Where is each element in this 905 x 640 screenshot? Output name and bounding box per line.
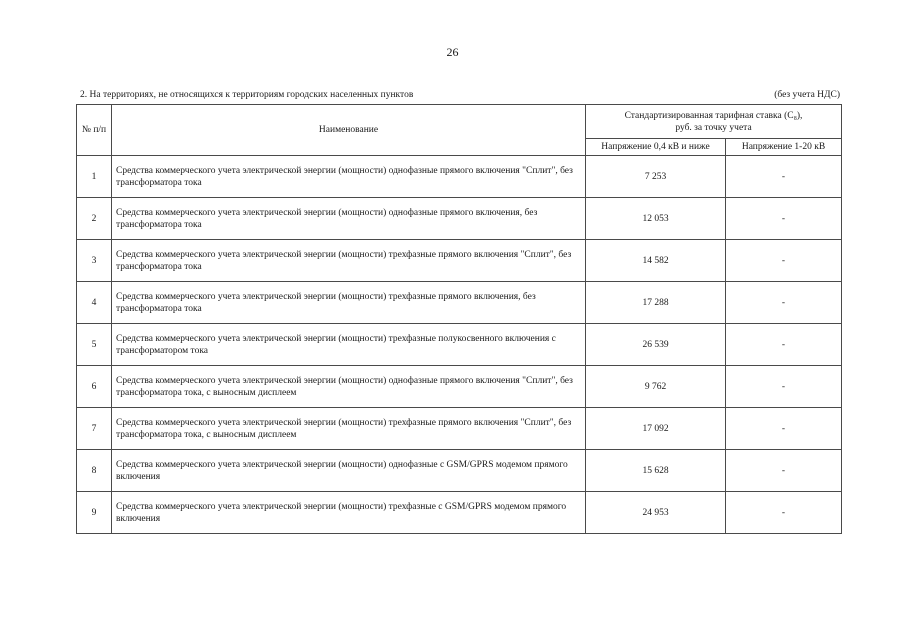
row-number-cell: 2 xyxy=(77,198,112,240)
table-row xyxy=(77,240,842,282)
row-rate-low-voltage-cell: 17 288 xyxy=(586,282,726,324)
table-row xyxy=(77,282,842,324)
row-rate-mid-voltage-cell: - xyxy=(726,450,842,492)
row-name-cell: Средства коммерческого учета электрической энергии (мощности) однофазные прямого включения "Сплит", без трансформатора тока xyxy=(112,156,586,198)
header-voltage-low: Напряжение 0,4 кВ и ниже xyxy=(586,139,726,156)
row-rate-low-voltage-cell: 24 953 xyxy=(586,492,726,534)
row-rate-low-voltage-cell: 15 628 xyxy=(586,450,726,492)
row-name-cell: Средства коммерческого учета электрической энергии (мощности) трехфазные прямого включения "Сплит", без трансформатора тока xyxy=(112,240,586,282)
table-row xyxy=(77,198,842,240)
table-row xyxy=(77,156,842,198)
table-row xyxy=(77,408,842,450)
header-rate xyxy=(586,105,842,139)
caption-territory: 2. На территориях, не относящихся к территориям городских населенных пунктов xyxy=(80,90,414,100)
row-rate-low-voltage-cell: 12 053 xyxy=(586,198,726,240)
row-rate-mid-voltage-cell: - xyxy=(726,408,842,450)
header-voltage-mid: Напряжение 1-20 кВ xyxy=(726,139,842,156)
row-number-cell: 3 xyxy=(77,240,112,282)
row-name-cell: Средства коммерческого учета электрической энергии (мощности) трехфазные с GSM/GPRS модемом прямого включения xyxy=(112,492,586,534)
row-number-cell: 1 xyxy=(77,156,112,198)
table-caption xyxy=(80,90,840,100)
tariff-table xyxy=(76,104,842,534)
caption-vat-note: (без учета НДС) xyxy=(774,90,840,100)
table-body xyxy=(77,156,842,534)
row-name-cell: Средства коммерческого учета электрической энергии (мощности) трехфазные прямого включения "Сплит", без трансформатора тока, с выносным дисплеем xyxy=(112,408,586,450)
row-rate-mid-voltage-cell: - xyxy=(726,324,842,366)
row-rate-mid-voltage-cell: - xyxy=(726,366,842,408)
row-name-cell: Средства коммерческого учета электрической энергии (мощности) трехфазные полукосвенного включения с трансформатором тока xyxy=(112,324,586,366)
row-rate-low-voltage-cell: 7 253 xyxy=(586,156,726,198)
header-name: Наименование xyxy=(112,105,586,156)
table-row xyxy=(77,324,842,366)
row-number-cell: 8 xyxy=(77,450,112,492)
table-row xyxy=(77,450,842,492)
row-number-cell: 6 xyxy=(77,366,112,408)
row-number-cell: 7 xyxy=(77,408,112,450)
row-rate-mid-voltage-cell: - xyxy=(726,282,842,324)
row-rate-low-voltage-cell: 26 539 xyxy=(586,324,726,366)
row-number-cell: 9 xyxy=(77,492,112,534)
page-number: 26 xyxy=(446,45,459,59)
header-number: № п/п xyxy=(77,105,112,156)
row-rate-low-voltage-cell: 17 092 xyxy=(586,408,726,450)
row-name-cell: Средства коммерческого учета электрической энергии (мощности) однофазные прямого включения "Сплит", без трансформатора тока, с выносным дисплеем xyxy=(112,366,586,408)
row-name-cell: Средства коммерческого учета электрической энергии (мощности) однофазные с GSM/GPRS модемом прямого включения xyxy=(112,450,586,492)
row-rate-low-voltage-cell: 14 582 xyxy=(586,240,726,282)
table-row xyxy=(77,492,842,534)
table-row xyxy=(77,366,842,408)
row-number-cell: 5 xyxy=(77,324,112,366)
row-rate-mid-voltage-cell: - xyxy=(726,492,842,534)
row-number-cell: 4 xyxy=(77,282,112,324)
row-rate-mid-voltage-cell: - xyxy=(726,240,842,282)
header-rate-line1: Стандартизированная тарифная ставка (C₈), xyxy=(624,110,803,121)
row-rate-low-voltage-cell: 9 762 xyxy=(586,366,726,408)
header-rate-line2: руб. за точку учета xyxy=(675,122,752,133)
row-name-cell: Средства коммерческого учета электрической энергии (мощности) однофазные прямого включения, без трансформатора тока xyxy=(112,198,586,240)
row-rate-mid-voltage-cell: - xyxy=(726,156,842,198)
row-name-cell: Средства коммерческого учета электрической энергии (мощности) трехфазные прямого включения, без трансформатора тока xyxy=(112,282,586,324)
row-rate-mid-voltage-cell: - xyxy=(726,198,842,240)
